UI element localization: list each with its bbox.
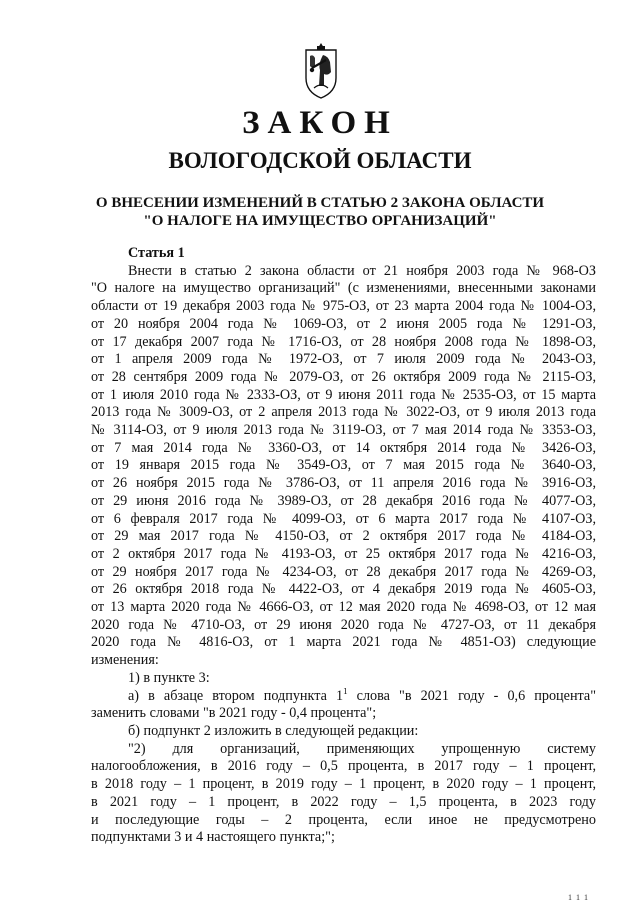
law-title: [60, 194, 580, 230]
article-line: от 13 марта 2020 года № 4666-ОЗ, от 12 мая 2020 года № 4698-ОЗ, от 12 мая: [91, 599, 596, 616]
law-title-line: О ВНЕСЕНИИ ИЗМЕНЕНИЙ В СТАТЬЮ 2 ЗАКОНА ОБЛАСТИ: [95, 195, 545, 211]
article-line: от 26 ноября 2015 года № 3786-ОЗ, от 11 апреля 2016 года № 3916-ОЗ,: [91, 475, 596, 492]
item-a: [91, 688, 596, 706]
article-line: 2020 года № 4710-ОЗ, от 29 июня 2020 года № 4727-ОЗ, от 11 декабря: [91, 616, 596, 633]
quote-line: в 2021 году – 1 процент, в 2022 году – 1,5 процента, в 2023 году: [91, 793, 596, 810]
quote-line: и последующие годы – 2 процента, если иное не предусмотрено: [91, 811, 596, 828]
vologda-coat-of-arms-icon: [304, 42, 338, 100]
article-line: от 1 июля 2010 года № 2333-ОЗ, от 9 июня 2011 года № 2535-ОЗ, от 15 марта: [91, 386, 596, 403]
article-line: "О налоге на имущество организаций" (с изменениями, внесенными законами: [91, 280, 596, 297]
item-b: б) подпункт 2 изложить в следующей редакции:: [128, 722, 419, 739]
quote-line: подпунктами 3 и 4 настоящего пункта;";: [91, 829, 335, 846]
item-a-superscript: 1: [343, 687, 348, 696]
article-line: изменения:: [91, 652, 159, 669]
page-mark: 1 1 1: [568, 893, 589, 902]
article-line: № 3114-ОЗ, от 9 июля 2013 года № 3119-ОЗ, от 7 мая 2014 года № 3353-ОЗ,: [91, 422, 596, 439]
law-title-line: "О НАЛОГЕ НА ИМУЩЕСТВО ОРГАНИЗАЦИЙ": [143, 213, 497, 229]
article-line: 2013 года № 3009-ОЗ, от 2 апреля 2013 года № 3022-ОЗ, от 9 июля 2013 года: [91, 404, 596, 421]
article-line: от 17 декабря 2007 года № 1716-ОЗ, от 28 ноября 2008 года № 1898-ОЗ,: [91, 333, 596, 350]
item-a-continuation: заменить словами "в 2021 году - 0,4 процента";: [91, 705, 377, 722]
article-heading: Статья 1: [128, 245, 185, 261]
article-line: от 19 января 2015 года № 3549-ОЗ, от 7 мая 2015 года № 3640-ОЗ,: [91, 457, 596, 474]
quote-line: в 2018 году – 1 процент, в 2019 году – 1 процент, в 2020 году – 1 процент,: [91, 776, 596, 793]
item-1: 1) в пункте 3:: [128, 669, 210, 686]
document-type-title: ЗАКОН: [242, 105, 398, 141]
article-line: области от 19 декабря 2003 года № 975-ОЗ, от 23 марта 2004 года № 1004-ОЗ,: [91, 298, 596, 315]
article-line: от 20 ноября 2004 года № 1069-ОЗ, от 2 июня 2005 года № 1291-ОЗ,: [91, 315, 596, 332]
item-a-text: а) в абзаце втором подпункта 1: [128, 687, 344, 704]
article-line: 2020 года № 4816-ОЗ, от 1 марта 2021 года № 4851-ОЗ) следующие: [91, 634, 596, 651]
item-a-text-cont: слова "в 2021 году - 0,6 процента": [347, 687, 596, 704]
article-line: от 28 сентября 2009 года № 2079-ОЗ, от 26 октября 2009 года № 2115-ОЗ,: [91, 368, 596, 385]
article-body: [91, 245, 596, 847]
article-line: от 29 июня 2016 года № 3989-ОЗ, от 28 декабря 2016 года № 4077-ОЗ,: [91, 492, 596, 509]
article-line: от 6 февраля 2017 года № 4099-ОЗ, от 6 марта 2017 года № 4107-ОЗ,: [91, 510, 596, 527]
quote-line: "2) для организаций, применяющих упрощенную систему: [128, 740, 596, 757]
article-line: от 26 октября 2018 года № 4422-ОЗ, от 4 декабря 2019 года № 4605-ОЗ,: [91, 581, 596, 598]
quote-line: налогообложения, в 2016 году – 0,5 процента, в 2017 году – 1 процент,: [91, 758, 596, 775]
article-line: от 7 мая 2014 года № 3360-ОЗ, от 14 октября 2014 года № 3426-ОЗ,: [91, 439, 596, 456]
article-line: от 29 ноября 2017 года № 4234-ОЗ, от 28 декабря 2017 года № 4269-ОЗ,: [91, 563, 596, 580]
region-title: ВОЛОГОДСКОЙ ОБЛАСТИ: [168, 148, 472, 173]
article-line: Внести в статью 2 закона области от 21 ноября 2003 года № 968-ОЗ: [128, 262, 596, 279]
article-line: от 29 мая 2017 года № 4150-ОЗ, от 2 октября 2017 года № 4184-ОЗ,: [91, 528, 596, 545]
article-line: от 1 апреля 2009 года № 1972-ОЗ, от 7 июля 2009 года № 2043-ОЗ,: [91, 351, 596, 368]
article-line: от 2 октября 2017 года № 4193-ОЗ, от 25 октября 2017 года № 4216-ОЗ,: [91, 545, 596, 562]
